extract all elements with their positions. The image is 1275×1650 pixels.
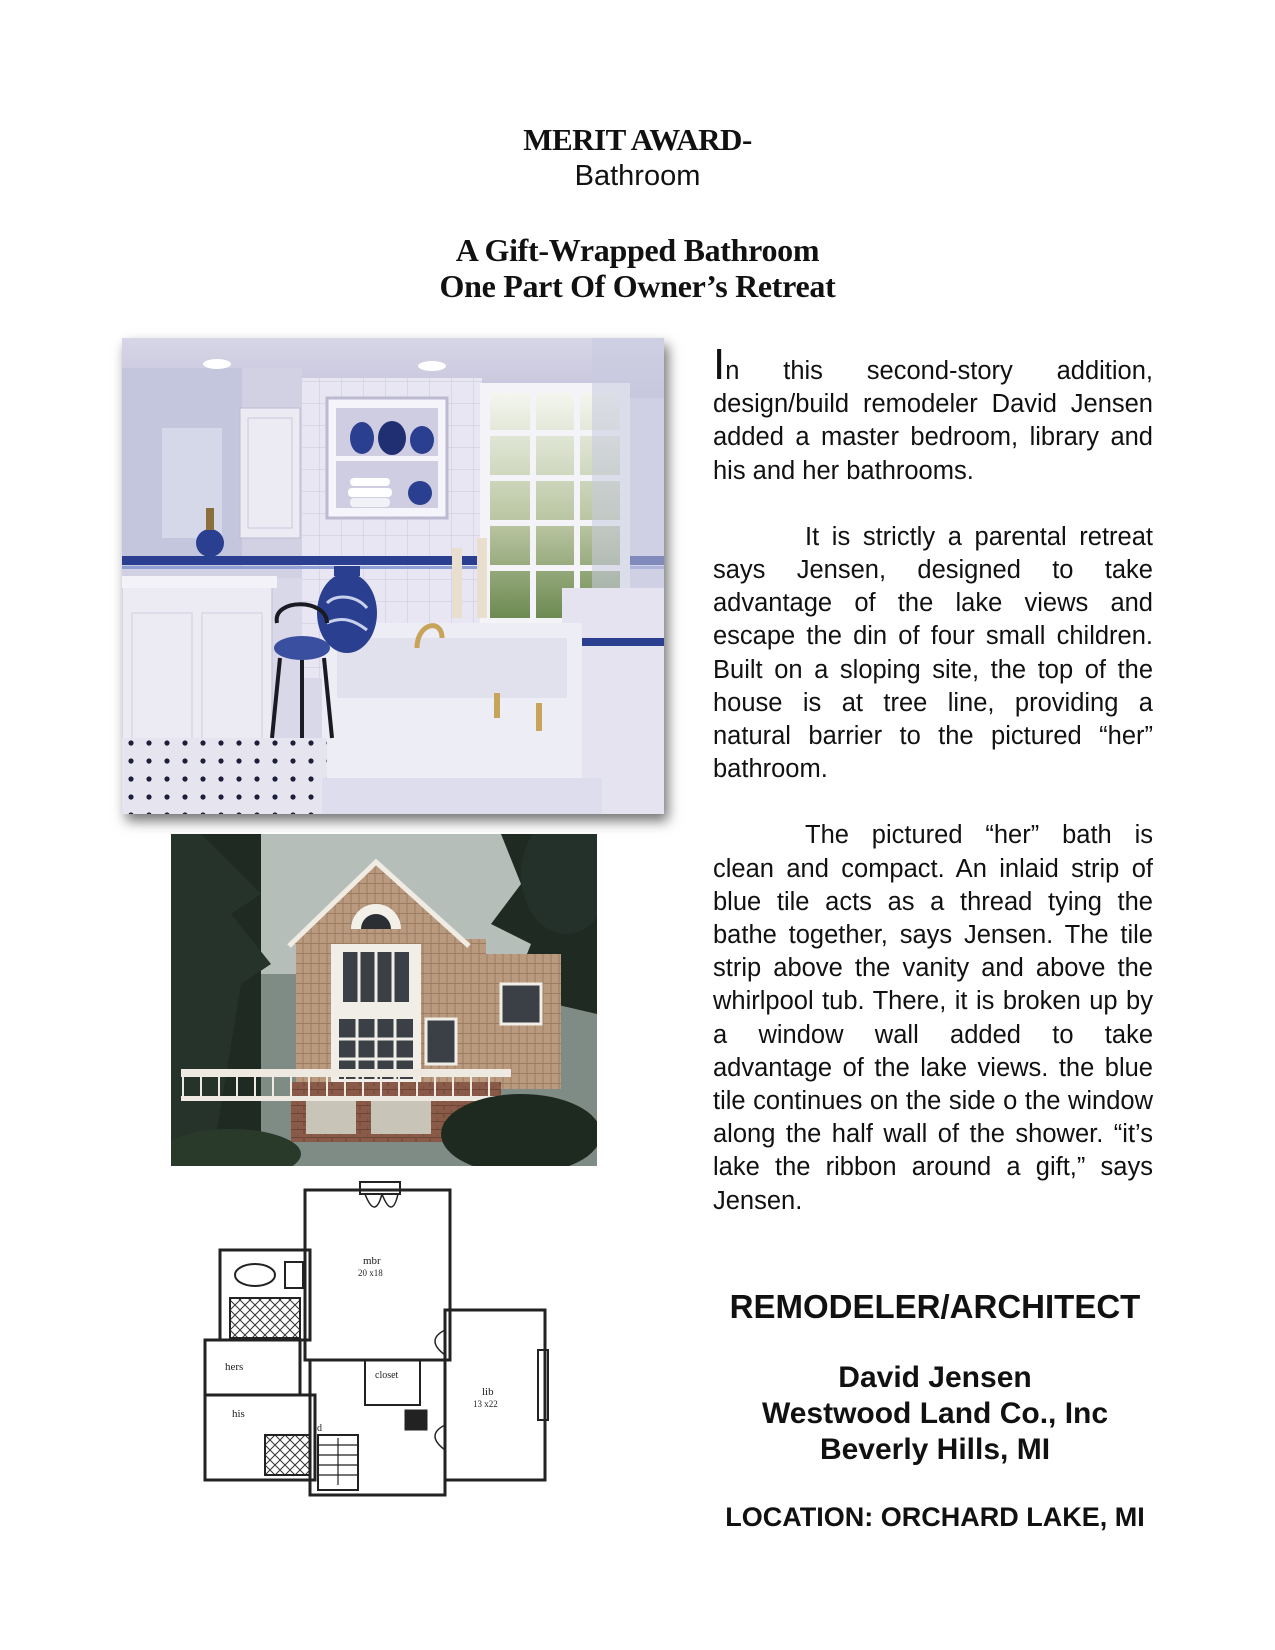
floor-plan-drawing xyxy=(200,1180,580,1506)
credits-block xyxy=(700,1360,1170,1468)
plan-label-lib: lib xyxy=(482,1386,494,1398)
house-exterior-photo xyxy=(171,834,597,1166)
company-name: Westwood Land Co., Inc xyxy=(761,1397,1109,1430)
credits-heading: REMODELER/ARCHITECT xyxy=(729,1288,1141,1325)
article-paragraph-1 xyxy=(713,340,1153,488)
award-category: Bathroom xyxy=(574,160,701,192)
plan-label-his: his xyxy=(232,1408,245,1420)
article-paragraph-3: The pictured “her” bath is clean and compact. An inlaid strip of blue tile acts as a thread tying the bathe together, says Jensen. The tile strip above the vanity and above the whirlpool tub. There, it is broken up by a window wall added to take advantage of the lake views. the blue tile continues on the side o the window along the half wall of the shower. “it’s lake the ribbon around a gift,” says Jensen. xyxy=(713,821,1153,1215)
bathroom-photo xyxy=(122,338,664,814)
headline-line-2: One Part Of Owner’s Retreat xyxy=(439,268,836,304)
article-paragraph-2: It is strictly a parental retreat says Jensen, designed to take advantage of the lake views and escape the din of four small children. Built on a sloping site, the top of the house is at tree line, providing a natural barrier to the pictured “her” bathroom. xyxy=(713,522,1153,784)
plan-label-hers: hers xyxy=(225,1361,244,1373)
plan-label-door: d xyxy=(317,1423,322,1434)
plan-label-mbr-size: 20 x18 xyxy=(358,1268,383,1278)
company-city: Beverly Hills, MI xyxy=(819,1433,1051,1466)
project-location: LOCATION: ORCHARD LAKE, MI xyxy=(725,1502,1145,1532)
remodeler-name: David Jensen xyxy=(838,1361,1032,1394)
headline xyxy=(0,232,1275,304)
plan-label-lib-size: 13 x22 xyxy=(473,1399,498,1409)
award-title: MERIT AWARD- xyxy=(523,122,752,157)
plan-label-mbr: mbr xyxy=(363,1255,381,1267)
article-body xyxy=(713,340,1153,1251)
drop-cap: I xyxy=(713,340,726,389)
headline-line-1: A Gift-Wrapped Bathroom xyxy=(455,232,820,268)
plan-label-closet: closet xyxy=(375,1370,399,1381)
article-paragraph-1-text: n this second-story addition, design/build remodeler David Jensen added a master bedroom, library and his and her bathrooms. xyxy=(713,357,1153,485)
